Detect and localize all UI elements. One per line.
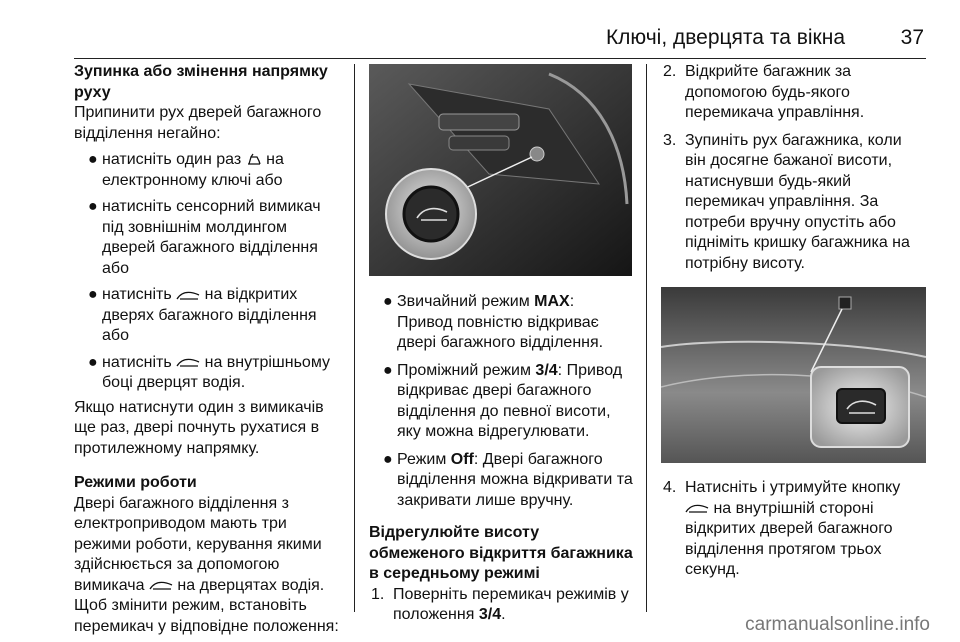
liftgate-icon — [176, 289, 200, 301]
bullet-item: ● натисніть на внутрішньому боці дверцят водія. — [88, 353, 330, 391]
right-column — [661, 62, 926, 274]
mode-three-quarter: ● Проміжний режим 3/4: Привод відкриває двері багажного відділення до певної висоти, яку можна відрегулювати. — [383, 361, 623, 440]
liftgate-button-photo — [661, 287, 926, 463]
header-rule — [74, 58, 926, 59]
mode-max: ● Звичайний режим MAX: Привод повністю відкриває двері багажного відділення. — [383, 293, 604, 351]
left-column — [74, 62, 344, 637]
modes-text: Двері багажного відділення з електроприводом мають три режими роботи, керування якими здійснюється за допомогою вимикача на дверцятах водія. Щоб змінити режим, встановіть перемикач у відповідне положення: — [74, 494, 339, 635]
step-1: 1. Поверніть перемикач режимів у положення 3/4. — [371, 585, 629, 623]
liftgate-icon — [149, 579, 173, 591]
liftgate-illustration — [661, 287, 926, 463]
mode-off: ● Режим Off: Двері багажного відділення можна відкривати та закривати лише вручну. — [383, 450, 633, 509]
bullet-item: ● натисніть сенсорний вимикач під зовнішнім молдингом дверей багажного відділення або — [88, 198, 321, 277]
page-number: 37 — [900, 26, 924, 49]
heading-modes: Режими роботи — [74, 474, 197, 491]
column-divider-left — [354, 64, 355, 612]
liftgate-icon — [685, 502, 709, 514]
page-header — [0, 0, 960, 50]
watermark: carmanualsonline.info — [745, 614, 930, 635]
middle-column — [369, 292, 634, 626]
right-column-bottom — [661, 478, 926, 581]
page-title: Ключі, дверцята та вікна — [605, 26, 845, 49]
door-switch-photo — [369, 64, 632, 276]
heading-adjust-height: Відрегулюйте висоту обмеженого відкриття багажника в середньому режимі — [369, 524, 633, 582]
step-4: 4. Натисніть і утримуйте кнопку на внутрішній стороні відкритих дверей багажного відділення протягом трьох секунд. — [663, 479, 901, 578]
door-switch-illustration — [369, 64, 632, 276]
step-3: 3. Зупиніть рух багажника, коли він досягне бажаної висоти, натиснувши будь-який перемикач управління. За потреби вручну опустіть або підніміть кришку багажника на потрібну висоту. — [663, 131, 910, 272]
column-divider-right — [646, 64, 647, 612]
bullet-item: ● натисніть на відкритих дверях багажного відділення або — [88, 286, 317, 344]
heading-stop-reverse: Зупинка або змінення напрямку руху — [74, 63, 328, 101]
intro-text: Припинити рух дверей багажного відділення негайно: — [74, 104, 322, 142]
liftgate-icon — [176, 356, 200, 368]
bullet-item: ● натисніть один раз на електронному ключі або — [88, 151, 284, 189]
reverse-note: Якщо натиснути один з вимикачів ще раз, двері почнуть рухатися в протилежному напрямку. — [74, 398, 324, 457]
trunk-remote-icon — [246, 153, 262, 167]
step-2: 2. Відкрийте багажник за допомогою будь-якого перемикача управління. — [663, 63, 865, 121]
